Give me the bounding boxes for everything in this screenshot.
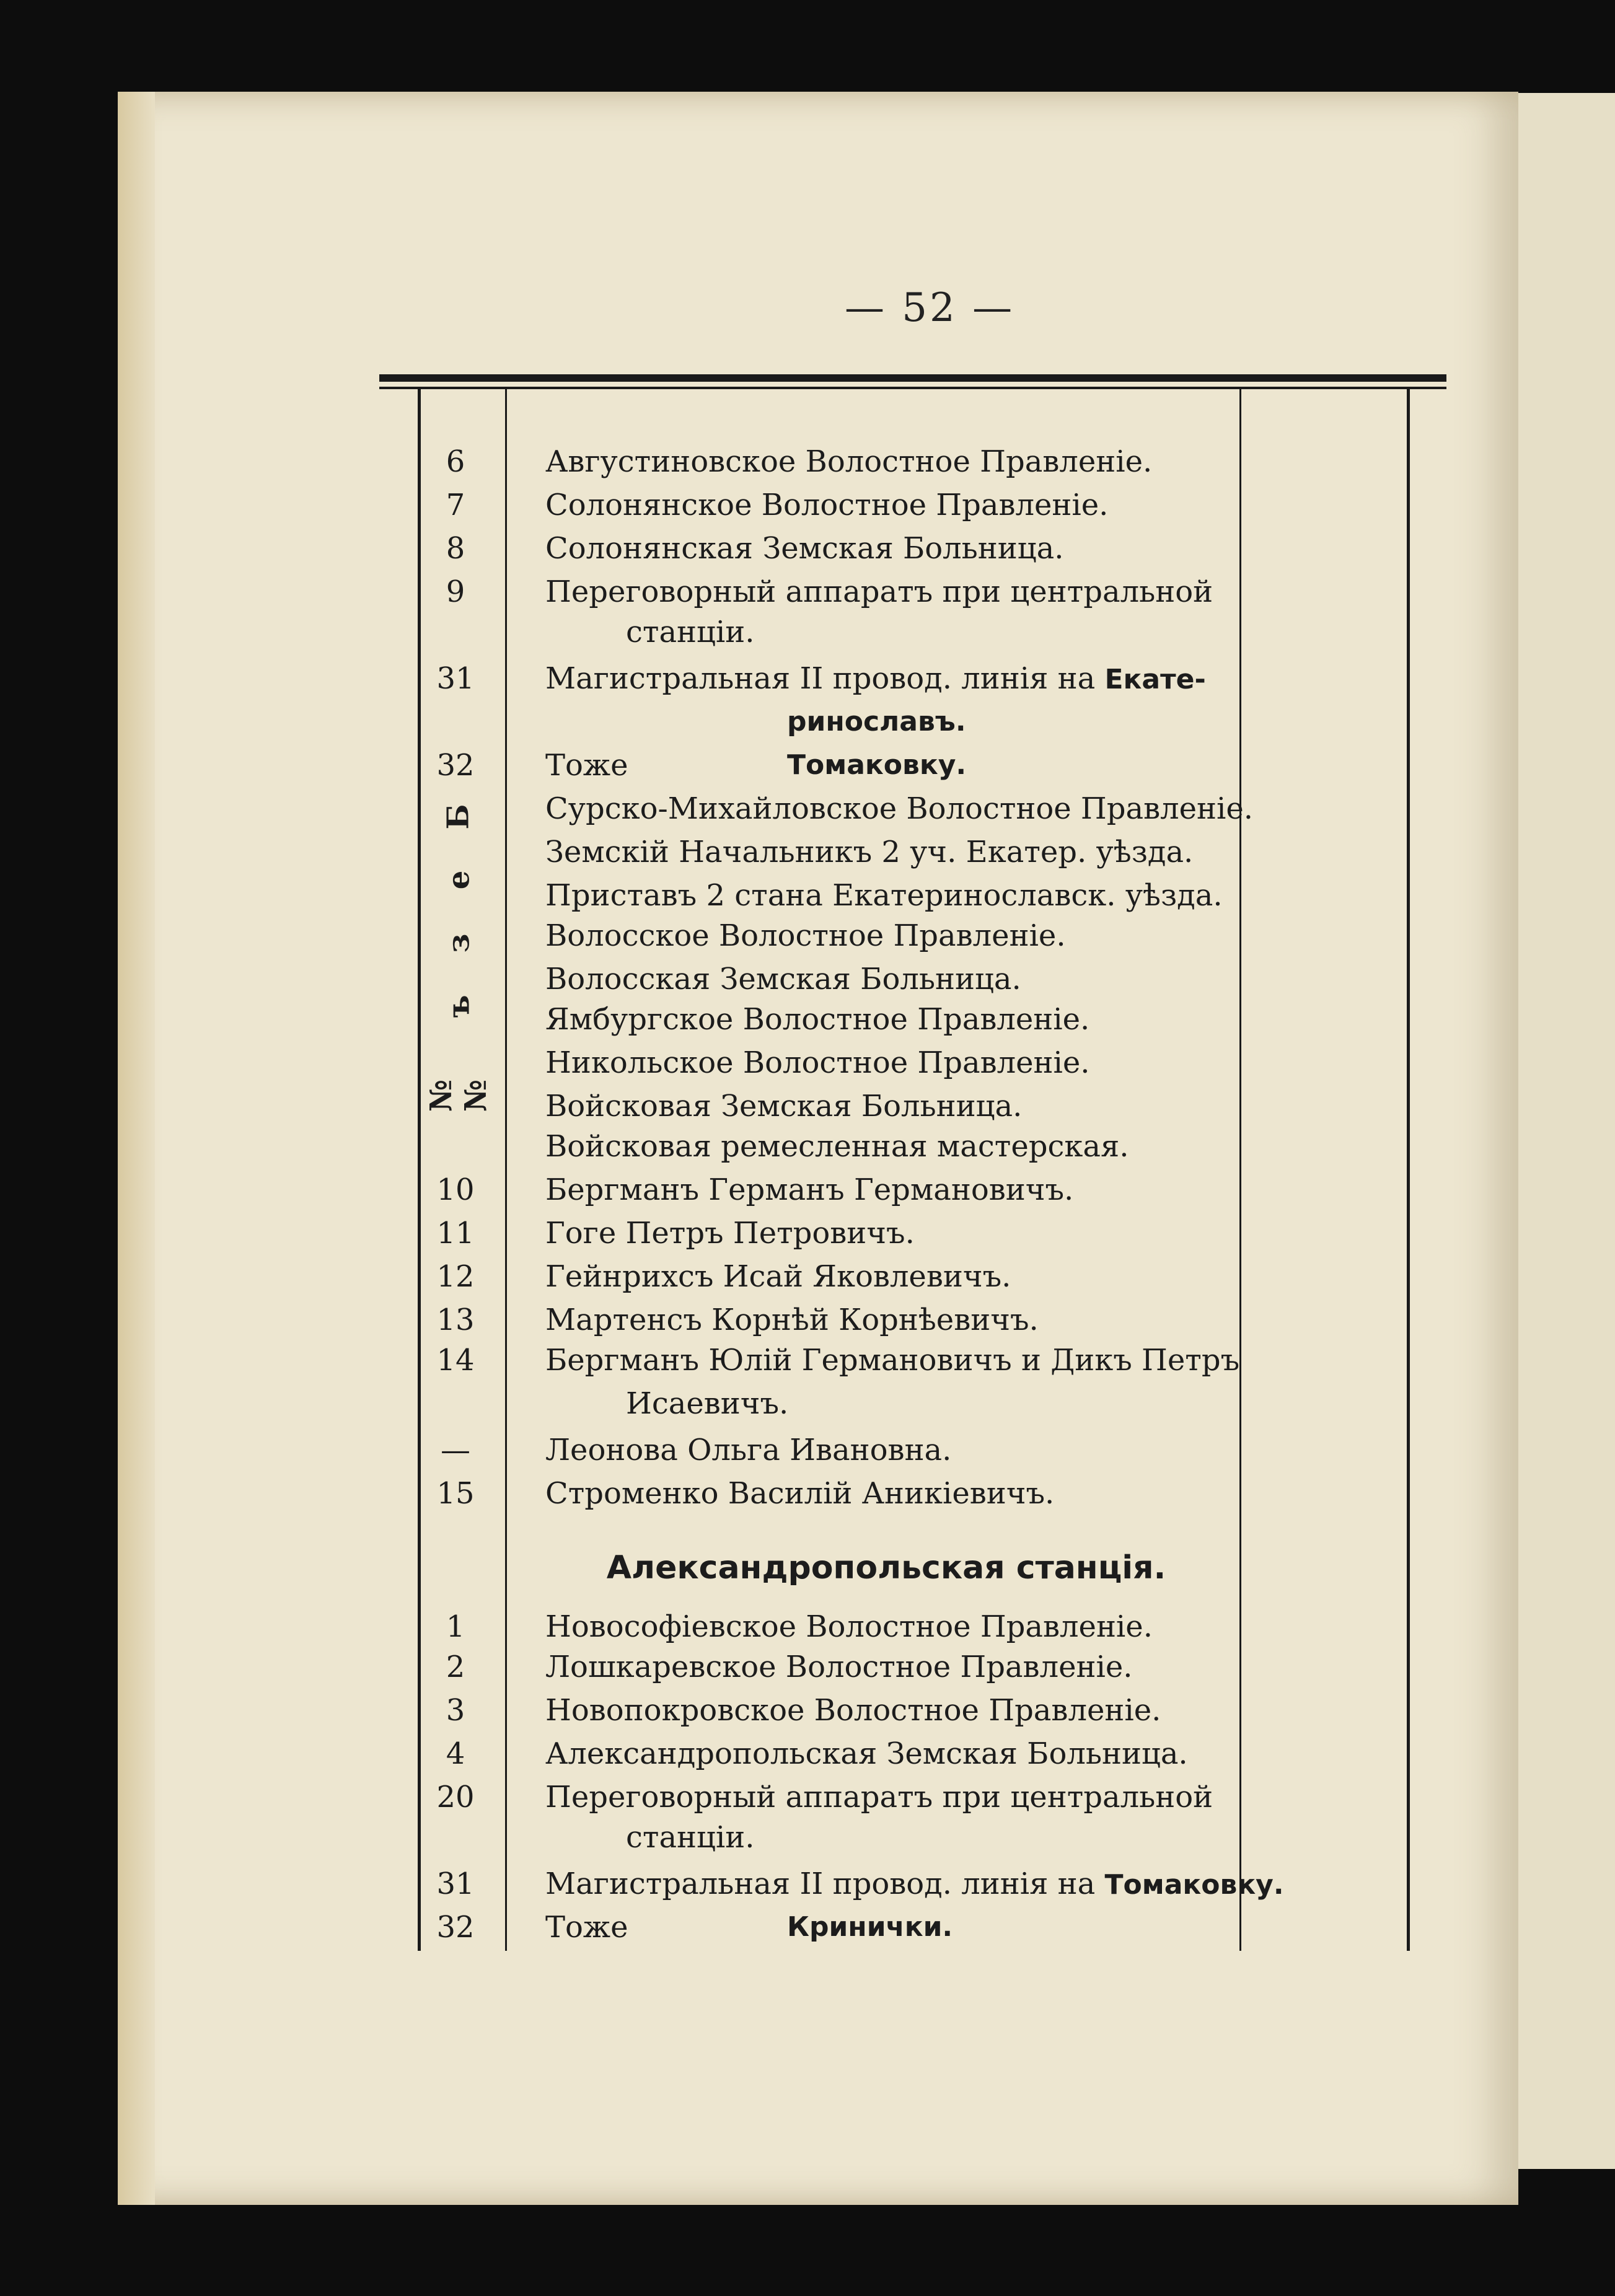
list-item (0, 1041, 1615, 1084)
list-item (0, 1212, 1615, 1255)
row-text: Новософіевское Волостное Правленіе. (545, 1609, 1153, 1644)
row-number: 13 (436, 1303, 475, 1337)
list-item-continuation (0, 1816, 1615, 1859)
list-item (0, 570, 1615, 614)
row-text: Строменко Василій Аникіевичъ. (545, 1476, 1055, 1511)
row-text: Александропольская Земская Больница. (545, 1736, 1188, 1771)
row-number: 14 (436, 1343, 475, 1378)
vertical-label-char: е (441, 870, 476, 890)
row-number: 1 (446, 1609, 465, 1644)
row-number: 4 (446, 1736, 465, 1771)
list-item (0, 657, 1615, 700)
list-item-continuation (0, 1382, 1615, 1425)
vertical-label-char: Б (441, 804, 476, 830)
section-heading: Александропольская станція. (606, 1549, 1166, 1586)
list-item (0, 998, 1615, 1041)
list-item (0, 1125, 1615, 1168)
vertical-label-char: №№ (424, 1079, 493, 1112)
list-item (0, 1732, 1615, 1775)
header-rule-thick (379, 374, 1446, 382)
list-item (0, 1645, 1615, 1689)
row-number: 2 (446, 1650, 465, 1684)
row-number: 10 (436, 1172, 475, 1207)
list-item (0, 1339, 1615, 1382)
list-item (0, 1428, 1615, 1472)
row-text: Бергманъ Юлій Германовичъ и Дикъ Петръ (545, 1343, 1240, 1378)
row-text: Леонова Ольга Ивановна. (545, 1433, 952, 1467)
list-item (0, 1906, 1615, 1949)
row-number: 7 (446, 488, 465, 522)
row-text: Магистральная II провод. линія на (545, 1867, 1105, 1901)
list-item (0, 830, 1615, 874)
row-text: Солонянское Волостное Правленіе. (545, 488, 1109, 522)
row-text: Приставъ 2 стана Екатеринославск. уѣзда. (545, 878, 1223, 913)
row-text: Августиновское Волостное Правленіе. (545, 444, 1153, 479)
list-item (0, 1605, 1615, 1648)
list-item (0, 440, 1615, 483)
list-item (0, 1775, 1615, 1819)
list-item (0, 1862, 1615, 1906)
row-text: Гейнрихсъ Исай Яковлевичъ. (545, 1259, 1011, 1294)
row-number: 31 (436, 1867, 475, 1901)
row-number: 20 (436, 1780, 475, 1814)
row-number: 32 (436, 748, 475, 783)
row-number: 3 (446, 1693, 465, 1728)
row-text: Магистральная II провод. линія на (545, 661, 1105, 696)
header-rule-thin (379, 387, 1446, 389)
list-item (0, 874, 1615, 917)
row-text: Волосское Волостное Правленіе. (545, 918, 1066, 953)
row-text: Никольское Волостное Правленіе. (545, 1045, 1090, 1080)
row-text: Бергманъ Германъ Германовичъ. (545, 1172, 1074, 1207)
list-item (0, 1168, 1615, 1212)
row-text-continuation: Исаевичъ. (626, 1386, 789, 1421)
row-text: Войсковая Земская Больница. (545, 1089, 1023, 1124)
row-text-bold: Екате- (1104, 664, 1206, 695)
row-text: Тоже (545, 1910, 628, 1945)
row-number: — (441, 1433, 470, 1467)
vertical-label-char: ъ (441, 995, 476, 1018)
row-text: Переговорный аппаратъ при центральной (545, 574, 1213, 609)
row-text: Мартенсъ Корнѣй Корнѣевичъ. (545, 1303, 1039, 1337)
row-number: 15 (436, 1476, 475, 1511)
row-text-bold: Томаковку. (1104, 1869, 1284, 1901)
row-number: 31 (436, 661, 475, 696)
row-text-group (545, 1862, 1284, 1907)
row-text: Земскій Начальникъ 2 уч. Екатер. уѣзда. (545, 835, 1194, 869)
row-text-continuation-bold: ринославъ. (787, 706, 966, 737)
row-text: Солонянская Земская Больница. (545, 531, 1064, 566)
list-item-continuation (0, 700, 1615, 744)
row-text: Лошкаревское Волостное Правленіе. (545, 1650, 1133, 1684)
list-item (0, 957, 1615, 1001)
row-text-continuation: станціи. (626, 615, 755, 649)
row-text: Войсковая ремесленная мастерская. (545, 1129, 1129, 1164)
row-text: Сурско-Михайловское Волостное Правленіе. (545, 791, 1254, 826)
list-item (0, 1298, 1615, 1342)
row-text-bold: Томаковку. (787, 749, 967, 781)
list-item (0, 1472, 1615, 1515)
row-text: Переговорный аппаратъ при центральной (545, 1780, 1213, 1814)
list-item (0, 527, 1615, 570)
list-item (0, 483, 1615, 527)
row-number: 8 (446, 531, 465, 566)
list-item (0, 914, 1615, 957)
list-item (0, 1255, 1615, 1298)
row-text: Новопокровское Волостное Правленіе. (545, 1693, 1161, 1728)
row-number: 12 (436, 1259, 475, 1294)
list-item (0, 1084, 1615, 1128)
list-item (0, 787, 1615, 830)
row-text: Тоже (545, 748, 628, 783)
list-item (0, 744, 1615, 787)
row-number: 9 (446, 574, 465, 609)
row-text: Ямбургское Волостное Правленіе. (545, 1002, 1090, 1037)
list-item (0, 1689, 1615, 1732)
vertical-label-char: з (441, 933, 476, 953)
row-number: 11 (436, 1216, 475, 1251)
row-text: Гоге Петръ Петровичъ. (545, 1216, 915, 1251)
page-number: — 52 — (844, 285, 1015, 331)
row-text-group (545, 657, 1206, 702)
row-number: 32 (436, 1910, 475, 1945)
row-text: Волосская Земская Больница. (545, 962, 1021, 996)
row-number: 6 (446, 444, 465, 479)
row-text-bold: Кринички. (787, 1911, 953, 1943)
list-item-continuation (0, 610, 1615, 654)
row-text-continuation: станціи. (626, 1820, 755, 1855)
